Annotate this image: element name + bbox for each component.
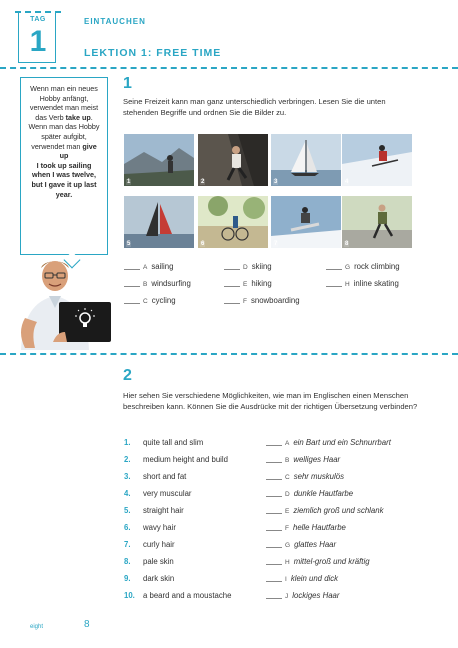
german-translation-option: [266, 489, 353, 498]
photo-3-sailing: [271, 134, 341, 186]
word-option-f: [224, 296, 300, 305]
photo-8-number: 8: [345, 241, 349, 247]
photo-1-image: [124, 134, 194, 186]
tag-number: 1: [29, 25, 47, 58]
day-tab: [18, 11, 56, 63]
tip-example: I took up sailing when I was twelve, but I gave it up last year.: [31, 160, 97, 199]
photo-7-number: 7: [274, 241, 278, 247]
photo-4-skiing: [342, 134, 412, 186]
answer-blank[interactable]: [326, 269, 342, 270]
word-text: hiking: [251, 279, 272, 288]
photo-4-number: 4: [345, 179, 349, 185]
word-letter: G: [345, 264, 351, 271]
exercise-1-number: 1: [123, 75, 132, 92]
section-divider: [0, 353, 458, 355]
word-option-g: [326, 262, 400, 271]
english-expression: curly hair: [143, 540, 175, 549]
tip-intro: Wenn man ein neues Hobby anfängt, verwendet man meist das Verb: [29, 84, 99, 122]
answer-blank[interactable]: [266, 530, 282, 531]
german-text: lockiges Haar: [292, 591, 340, 600]
german-text: dunkle Hautfarbe: [293, 489, 354, 498]
answer-blank[interactable]: [266, 547, 282, 548]
row-number: 8.: [124, 557, 131, 566]
option-letter: B: [285, 457, 290, 464]
english-expression: straight hair: [143, 506, 184, 515]
photo-8-inline-skating: [342, 196, 412, 248]
german-text: klein und dick: [290, 574, 339, 583]
option-letter: C: [285, 474, 290, 481]
answer-blank[interactable]: [266, 598, 282, 599]
german-text: ziemlich groß und schlank: [293, 506, 384, 515]
word-text: rock climbing: [354, 262, 400, 271]
answer-blank[interactable]: [266, 564, 282, 565]
row-number: 9.: [124, 574, 131, 583]
tip-middle: . Wenn man das Hobby später aufgibt, verwendet man: [28, 112, 100, 151]
english-expression: dark skin: [143, 574, 175, 583]
option-letter: J: [285, 593, 289, 600]
german-translation-option: [266, 540, 336, 549]
lesson-title: LEKTION 1: FREE TIME: [84, 47, 222, 59]
tip-verb-take-up: take up: [65, 112, 91, 122]
photo-1-number: 1: [127, 179, 131, 185]
german-translation-option: [266, 438, 391, 447]
section-title: EINTAUCHEN: [84, 17, 146, 26]
tip-box: [20, 77, 108, 255]
row-number: 2.: [124, 455, 131, 464]
answer-blank[interactable]: [224, 286, 240, 287]
photo-8-image: [342, 196, 412, 248]
option-letter: D: [285, 491, 290, 498]
german-translation-option: [266, 591, 339, 600]
answer-blank[interactable]: [124, 286, 140, 287]
english-expression: wavy hair: [143, 523, 176, 532]
answer-blank[interactable]: [266, 445, 282, 446]
header-divider: [0, 67, 458, 69]
answer-blank[interactable]: [224, 303, 240, 304]
answer-blank[interactable]: [266, 479, 282, 480]
photo-5-number: 5: [127, 241, 131, 247]
option-letter: I: [285, 576, 287, 583]
answer-blank[interactable]: [266, 496, 282, 497]
english-expression: medium height and build: [143, 455, 228, 464]
word-text: skiing: [251, 262, 272, 271]
word-letter: H: [345, 281, 350, 288]
word-text: windsurfing: [151, 279, 191, 288]
word-letter: E: [243, 281, 248, 288]
photo-4-image: [342, 134, 412, 186]
english-expression: very muscular: [143, 489, 192, 498]
english-expression: quite tall and slim: [143, 438, 204, 447]
row-number: 10.: [124, 591, 135, 600]
word-option-e: [224, 279, 272, 288]
german-text: mittel-groß und kräftig: [293, 557, 370, 566]
german-text: helle Hautfarbe: [292, 523, 346, 532]
man-with-laptop-illustration: [11, 258, 115, 350]
option-letter: E: [285, 508, 290, 515]
photo-5-windsurfing: [124, 196, 194, 248]
photo-5-image: [124, 196, 194, 248]
word-option-c: [124, 296, 176, 305]
german-translation-option: [266, 574, 338, 583]
german-translation-option: [266, 557, 370, 566]
option-letter: F: [285, 525, 289, 532]
english-expression: a beard and a moustache: [143, 591, 232, 600]
answer-blank[interactable]: [266, 513, 282, 514]
row-number: 7.: [124, 540, 131, 549]
word-option-a: [124, 262, 173, 271]
word-option-d: [224, 262, 272, 271]
word-letter: F: [243, 298, 247, 305]
word-text: snowboarding: [250, 296, 300, 305]
word-letter: A: [143, 264, 148, 271]
word-letter: D: [243, 264, 248, 271]
german-text: welliges Haar: [293, 455, 341, 464]
answer-blank[interactable]: [224, 269, 240, 270]
answer-blank[interactable]: [266, 581, 282, 582]
word-letter: C: [143, 298, 148, 305]
photo-3-image: [271, 134, 341, 186]
tip-verb-give-up: give up: [59, 141, 97, 161]
tab-dashed-edge: [15, 11, 61, 13]
german-text: glattes Haar: [294, 540, 337, 549]
exercise-2-number: 2: [123, 367, 132, 384]
row-number: 4.: [124, 489, 131, 498]
answer-blank[interactable]: [124, 269, 140, 270]
photo-7-image: [271, 196, 341, 248]
photo-1-hiking: [124, 134, 194, 186]
word-option-h: [326, 279, 399, 288]
row-number: 1.: [124, 438, 131, 447]
exercise-2-instructions: Hier sehen Sie verschiedene Möglichkeiten, wie man im Englischen einen Menschen beschreiben kann. Können Sie die Ausdrücke mit der richtigen Übersetzung verbinden?: [123, 391, 418, 411]
row-number: 3.: [124, 472, 131, 481]
german-translation-option: [266, 523, 346, 532]
word-option-b: [124, 279, 191, 288]
english-expression: pale skin: [143, 557, 174, 566]
german-text: sehr muskulös: [293, 472, 344, 481]
row-number: 5.: [124, 506, 131, 515]
word-text: cycling: [151, 296, 176, 305]
german-text: ein Bart und ein Schnurrbart: [293, 438, 391, 447]
photo-2-rock-climbing: [198, 134, 268, 186]
word-text: inline skating: [353, 279, 399, 288]
answer-blank[interactable]: [124, 303, 140, 304]
german-translation-option: [266, 506, 383, 515]
photo-3-number: 3: [274, 179, 278, 185]
option-letter: H: [285, 559, 290, 566]
english-expression: short and fat: [143, 472, 187, 481]
answer-blank[interactable]: [266, 462, 282, 463]
footer-page-number: 8: [84, 619, 90, 630]
photo-2-number: 2: [201, 179, 205, 185]
photo-6-number: 6: [201, 241, 205, 247]
footer-page-word: eight: [30, 624, 44, 630]
photo-6-image: [198, 196, 268, 248]
photo-2-image: [198, 134, 268, 186]
exercise-1-instructions: Seine Freizeit kann man ganz unterschiedlich verbringen. Lesen Sie die unten stehenden Begriffe und ordnen Sie die Bilder zu.: [123, 97, 386, 117]
word-letter: B: [143, 281, 148, 288]
german-translation-option: [266, 472, 344, 481]
option-letter: A: [285, 440, 290, 447]
word-text: sailing: [151, 262, 174, 271]
photo-7-snowboarding: [271, 196, 341, 248]
option-letter: G: [285, 542, 291, 549]
row-number: 6.: [124, 523, 131, 532]
german-translation-option: [266, 455, 340, 464]
photo-6-cycling: [198, 196, 268, 248]
tag-label: TAG: [30, 16, 46, 23]
answer-blank[interactable]: [326, 286, 342, 287]
